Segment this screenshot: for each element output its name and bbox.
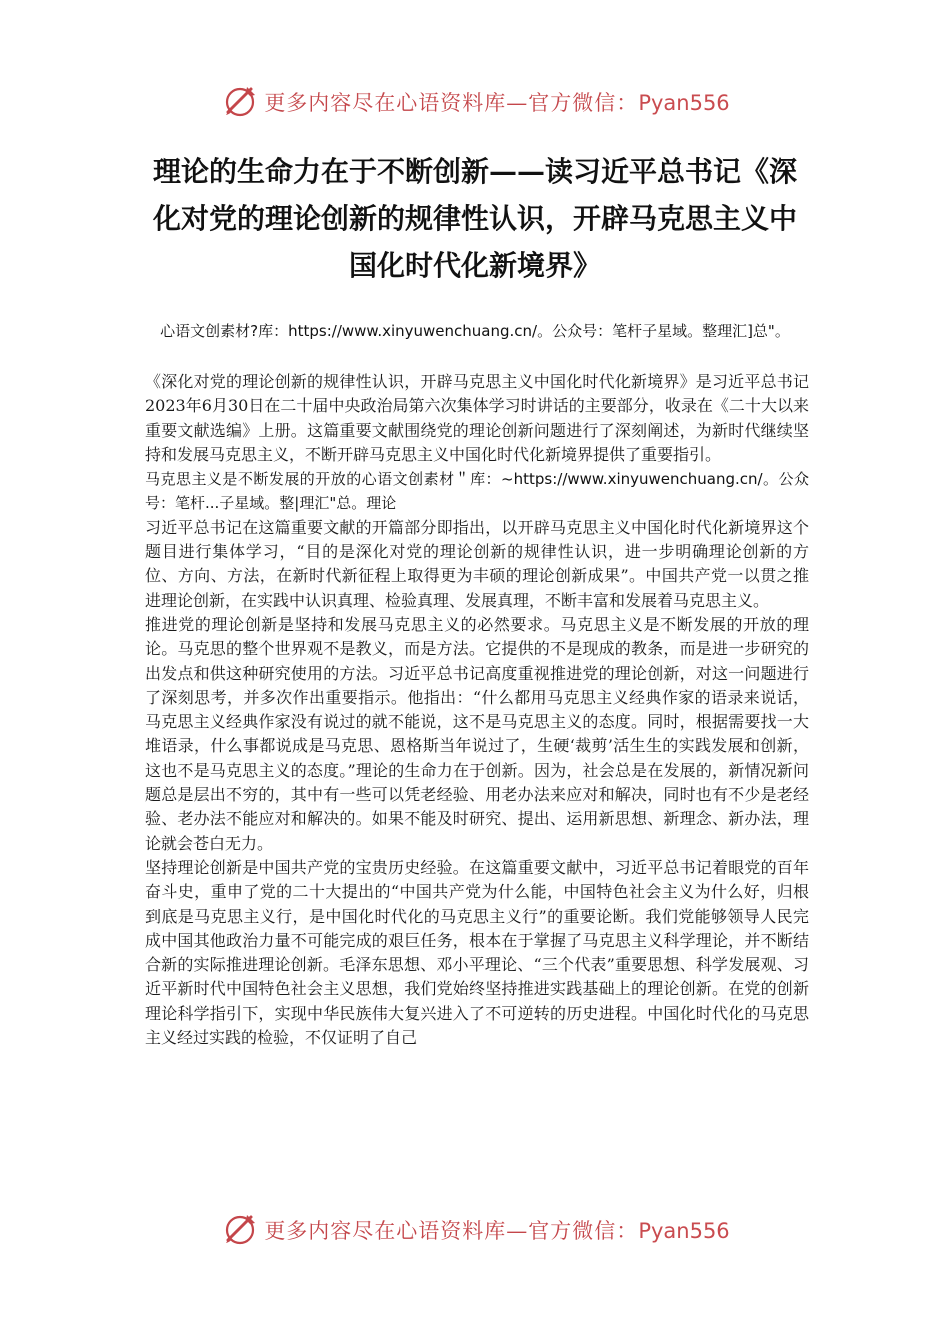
source-note: 心语文创素材?库：https://www.xinyuwenchuang.cn/。公众号：笔杆子星域。整理汇]总"。	[160, 322, 790, 340]
banner-wechat-id: Pyan556	[638, 1219, 730, 1243]
paragraph: 《深化对党的理论创新的规律性认识，开辟马克思主义中国化时代化新境界》是习近平总书记2023年6月30日在二十届中央政治局第六次集体学习时讲话的主要部分，收录在《二十大以来重要文献选编》上册。这篇重要文献围绕党的理论创新问题进行了深刻阐述，为新时代继续坚持和发展马克思主义，不断开辟马克思主义中国化时代化新境界提供了重要指引。	[145, 372, 809, 464]
document-body	[145, 370, 809, 1050]
banner-slogan	[264, 1215, 729, 1245]
banner-label: 更多内容尽在心语资料库—官方微信：	[264, 1219, 639, 1243]
header-banner	[0, 80, 950, 124]
pen-logo-icon	[220, 1210, 260, 1250]
document-title: 理论的生命力在于不断创新——读习近平总书记《深化对党的理论创新的规律性认识，开辟马克思主义中国化时代化新境界》	[152, 155, 797, 282]
paragraph: 推进党的理论创新是坚持和发展马克思主义的必然要求。马克思主义是不断发展的开放的理论。马克思的整个世界观不是教义，而是方法。它提供的不是现成的教条，而是进一步研究的出发点和供这种研究使用的方法。习近平总书记高度重视推进党的理论创新，对这一问题进行了深刻思考，并多次作出重要指示。他指出：“什么都用马克思主义经典作家的语录来说话，马克思主义经典作家没有说过的就不能说，这不是马克思主义的态度。同时，根据需要找一大堆语录，什么事都说成是马克思、恩格斯当年说过了，生硬‘裁剪’活生生的实践发展和创新，这也不是马克思主义的态度。”理论的生命力在于创新。因为，社会总是在发展的，新情况新问题总是层出不穷的，其中有一些可以凭老经验、用老办法来应对和解决，同时也有不少是老经验、老办法不能应对和解决的。如果不能及时研究、提出、运用新思想、新理念、新办法，理论就会苍白无力。	[145, 614, 809, 853]
banner-slogan	[264, 87, 729, 117]
banner-wechat-id: Pyan556	[638, 91, 730, 115]
paragraph: 习近平总书记在这篇重要文献的开篇部分即指出，以开辟马克思主义中国化时代化新境界这个题目进行集体学习，“目的是深化对党的理论创新的规律性认识，进一步明确理论创新的方位、方向、方法，在新时代新征程上取得更为丰硕的理论创新成果”。中国共产党一以贯之推进理论创新，在实践中认识真理、检验真理、发展真理，不断丰富和发展着马克思主义。	[145, 517, 809, 610]
paragraph: 坚持理论创新是中国共产党的宝贵历史经验。在这篇重要文献中，习近平总书记着眼党的百年奋斗史，重申了党的二十大提出的“中国共产党为什么能，中国特色社会主义为什么好，归根到底是马克思主义行，是中国化时代化的马克思主义行”的重要论断。我们党能够领导人民完成中国其他政治力量不可能完成的艰巨任务，根本在于掌握了马克思主义科学理论，并不断结合新的实际推进理论创新。毛泽东思想、邓小平理论、“三个代表”重要思想、科学发展观、习近平新时代中国特色社会主义思想，我们党始终坚持推进实践基础上的理论创新。在党的创新理论科学指引下，实现中华民族伟大复兴进入了不可逆转的历史进程。中国化时代化的马克思主义经过实践的检验，不仅证明了自己	[145, 857, 809, 1048]
pen-logo-icon	[220, 82, 260, 122]
footer-banner	[0, 1208, 950, 1252]
inline-ad-paragraph: 马克思主义是不断发展的开放的心语文创素材＂库：~https://www.xinyuwenchuang.cn/。公众号：笔杆...子星域。整|理汇"总。理论	[145, 470, 809, 513]
banner-label: 更多内容尽在心语资料库—官方微信：	[264, 91, 639, 115]
